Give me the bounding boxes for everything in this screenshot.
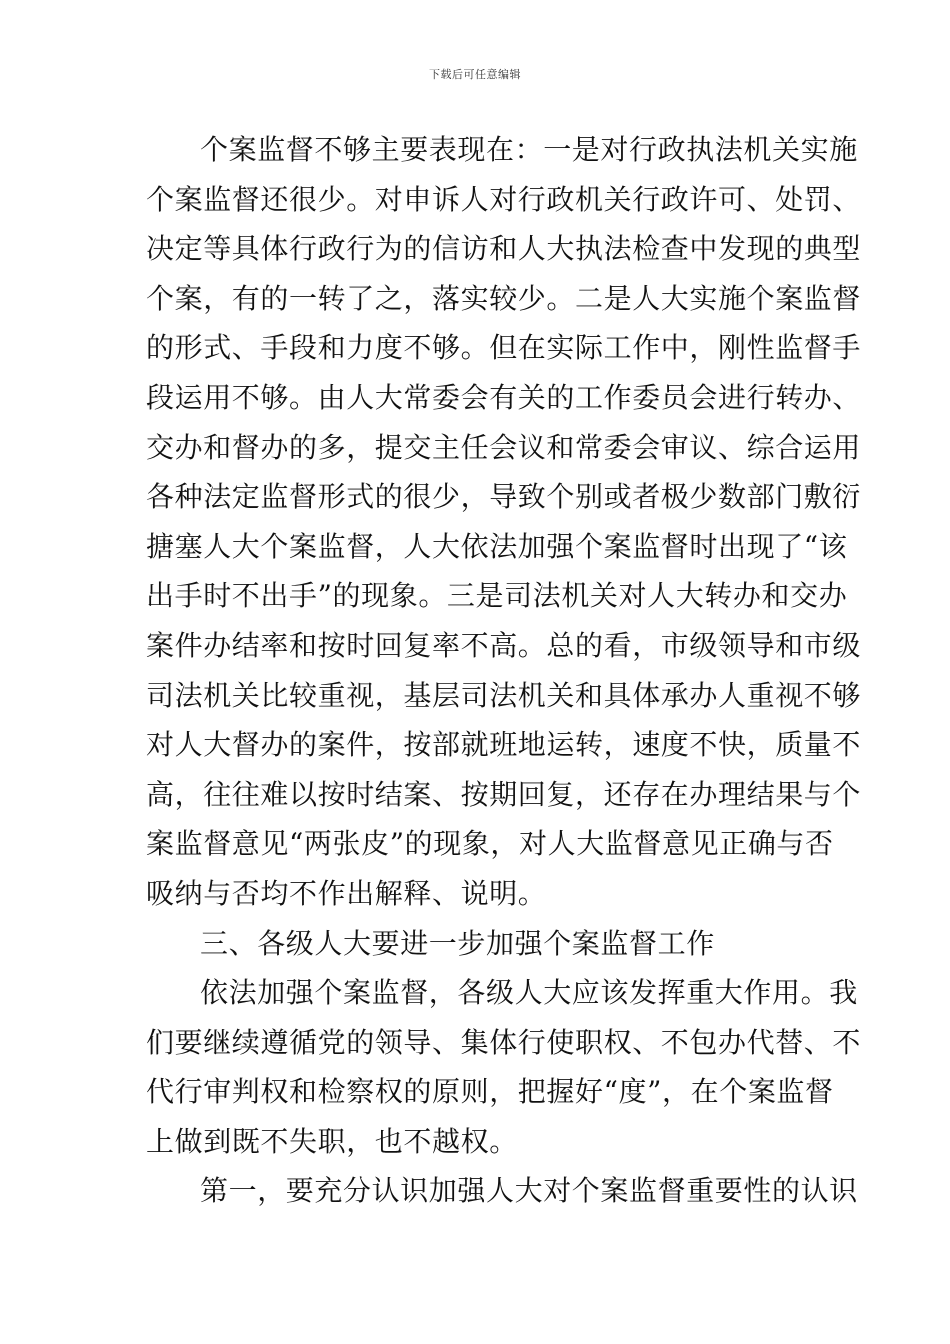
section-heading: 三、各级人大要进一步加强个案监督工作 [200,926,715,960]
paragraph-line: 搪塞人大个案监督，人大依法加强个案监督时出现了“该 [146,529,848,563]
paragraph-line: 决定等具体行政行为的信访和人大执法检查中发现的典型 [146,232,862,266]
paragraph-line: 司法机关比较重视，基层司法机关和具体承办人重视不够 [146,678,862,712]
paragraph-line: 依法加强个案监督，各级人大应该发挥重大作用。我 [200,976,858,1010]
paragraph-line: 高，往往难以按时结案、按期回复，还存在办理结果与个 [146,777,862,811]
page-header: 下载后可任意编辑 [429,68,521,81]
paragraph-line: 个案监督还很少。对申诉人对行政机关行政许可、处罚、 [146,182,862,216]
paragraph-line: 段运用不够。由人大常委会有关的工作委员会进行转办、 [146,380,862,414]
paragraph-line: 吸纳与否均不作出解释、说明。 [146,876,547,910]
body-text [146,125,862,1216]
paragraph-line: 的形式、手段和力度不够。但在实际工作中，刚性监督手 [146,331,862,365]
paragraph-line: 出手时不出手”的现象。三是司法机关对人大转办和交办 [146,579,848,613]
paragraph-line: 各种法定监督形式的很少，导致个别或者极少数部门敷衍 [146,480,862,514]
paragraph-line: 交办和督办的多，提交主任会议和常委会审议、综合运用 [146,430,862,464]
paragraph-line: 案件办结率和按时回复率不高。总的看，市级领导和市级 [146,628,862,662]
paragraph-line: 上做到既不失职，也不越权。 [146,1124,518,1158]
paragraph-line: 个案，有的一转了之，落实较少。二是人大实施个案监督 [146,281,862,315]
paragraph-line: 个案监督不够主要表现在：一是对行政执法机关实施 [200,133,858,166]
paragraph-line: 代行审判权和检察权的原则，把握好“度”，在个案监督 [146,1075,834,1109]
paragraph-line: 案监督意见“两张皮”的现象，对人大监督意见正确与否 [146,827,834,861]
paragraph-line: 对人大督办的案件，按部就班地运转，速度不快，质量不 [146,728,862,762]
paragraph-line: 第一，要充分认识加强人大对个案监督重要性的认识 [200,1174,858,1208]
paragraph-line: 们要继续遵循党的领导、集体行使职权、不包办代替、不 [146,1025,862,1059]
